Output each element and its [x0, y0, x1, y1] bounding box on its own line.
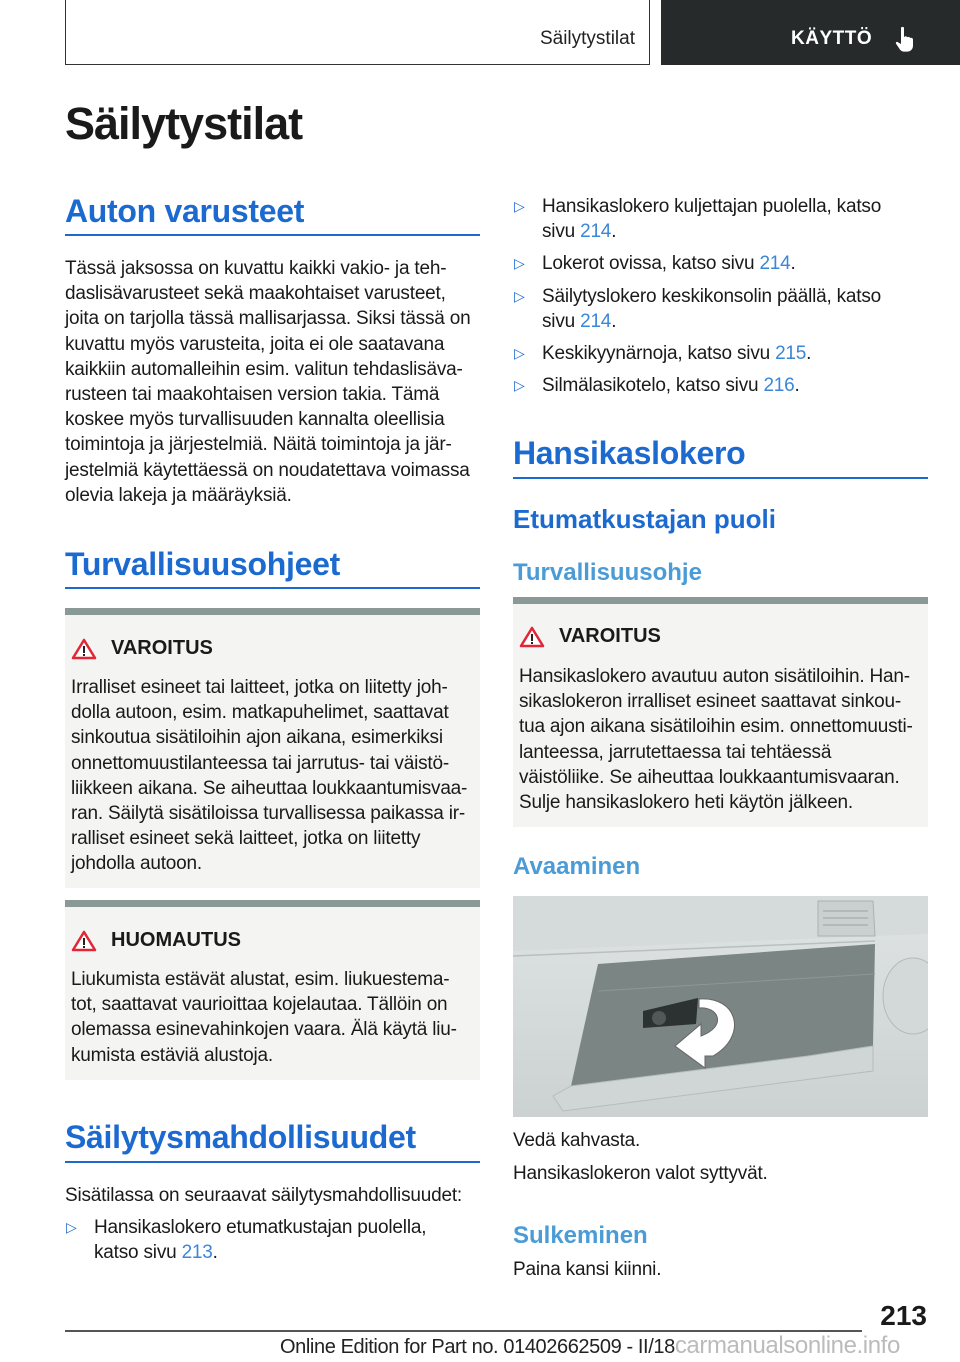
page-link[interactable]: 214: [580, 221, 612, 243]
pointing-hand-icon: [895, 26, 917, 54]
text-line: [542, 219, 928, 244]
text-line: kumista estäviä alustoja.: [71, 1044, 273, 1066]
page-link[interactable]: 214: [759, 253, 791, 275]
text-line: ralliset esineet sekä laitteet, jotka on liitetty: [71, 828, 421, 850]
bullet-triangle-icon: ▷: [514, 287, 525, 304]
text-line: lanteessa, jarrutettaessa tai tehtäessä: [519, 741, 832, 763]
text-line: [542, 373, 928, 398]
text-line: koskee myös turvallisuuden kannalta oleellisia: [65, 409, 445, 431]
reference-text: Keskikyynärnoja, katso sivu: [542, 343, 776, 365]
list-item: [513, 341, 928, 366]
heading-rule: [513, 477, 928, 479]
list-item: [513, 284, 928, 334]
text-line: Hansikaslokero kuljettajan puolella, katso: [542, 196, 882, 217]
warning-box: [65, 608, 480, 888]
heading-auton-varusteet: Auton varusteet: [65, 193, 305, 229]
text-line: tua ajon aikana sisätiloihin esim. onnettomuusti-: [519, 716, 913, 738]
watermark: carmanualsonline.info: [674, 1332, 900, 1359]
reference-text: sivu: [542, 221, 581, 243]
intro-paragraph: [65, 256, 470, 508]
heading-hansikaslokero: Hansikaslokero: [513, 435, 746, 471]
text-line: Tässä jaksossa on kuvattu kaikki vakio- ja teh-: [65, 258, 447, 279]
text-line: liikkeen aikana. Se aiheuttaa loukkaantumisvaa-: [71, 777, 468, 799]
text-line: [542, 309, 928, 334]
notice-label: HUOMAUTUS: [111, 929, 241, 951]
reference-text: Silmälasikotelo, katso sivu: [542, 375, 764, 397]
footer-edition: Online Edition for Part no. 01402662509 - II/18: [280, 1336, 675, 1358]
heading-rule: [65, 234, 480, 236]
glovebox-illustration: [513, 896, 928, 1117]
bullet-triangle-icon: ▷: [514, 377, 525, 394]
page-link[interactable]: 215: [775, 343, 807, 365]
heading-sailytysmahdollisuudet: Säilytysmahdollisuudet: [65, 1119, 416, 1155]
punctuation: .: [794, 375, 800, 397]
text-line: rusteen tai maakohtaisen version takia. Tämä: [65, 384, 440, 406]
warning-triangle-icon: [519, 626, 545, 648]
page-link[interactable]: 213: [181, 1242, 213, 1264]
opening-step-2: Hansikaslokeron valot syttyvät.: [513, 1163, 768, 1184]
text-line: [94, 1240, 480, 1265]
text-line: daslisävarusteet sekä maakohtaiset varusteet,: [65, 283, 446, 305]
text-line: kuvattu myös varusteita, joita ei ole saatavana: [65, 333, 445, 355]
storage-list-left: [65, 1215, 480, 1272]
heading-rule: [65, 587, 480, 589]
text-line: kaikkiin automalleihin esim. valitun tehdaslisäva-: [65, 358, 463, 380]
punctuation: .: [806, 343, 812, 365]
text-line: sikaslokeron irralliset esineet saattavat sinkou-: [519, 691, 901, 713]
text-line: Liukumista estävät alustat, esim. liukuestema-: [71, 969, 450, 990]
storage-intro: Sisätilassa on seuraavat säilytysmahdollisuudet:: [65, 1185, 462, 1206]
text-line: olemassa esinevahinkojen vaara. Älä käytä liu-: [71, 1019, 457, 1041]
text-line: Hansikaslokero etumatkustajan puolella,: [94, 1217, 427, 1238]
text-line: tot, saattavat vaurioittaa kojelautaa. Tällöin on: [71, 994, 448, 1016]
subheading-etumatkustajan-puoli: Etumatkustajan puoli: [513, 504, 776, 534]
text-line: toimintoja ja järjestelmiä. Näitä toimintoja ja jär-: [65, 434, 452, 456]
text-line: Hansikaslokero avautuu auton sisätiloihin. Han-: [519, 666, 910, 687]
header-section-title: Säilytystilat: [539, 28, 635, 49]
subheading-avaaminen: Avaaminen: [513, 853, 641, 880]
text-line: ran. Säilytä sisätiloissa turvallisessa paikassa ir-: [71, 803, 466, 825]
text-line: jestelmiä käytettäessä on noudatettava voimassa: [65, 459, 470, 481]
closing-step-1: Paina kansi kiinni.: [513, 1259, 662, 1280]
page-link[interactable]: 216: [763, 375, 795, 397]
page-number: 213: [880, 1300, 927, 1331]
text-line: olevia lakeja ja määräyksiä.: [65, 484, 292, 506]
text-line: dolla autoon, esim. matkapuhelimet, saattavat: [71, 702, 449, 724]
glovebox-warning-box: [513, 597, 928, 827]
list-item: [513, 251, 928, 276]
subheading-sulkeminen: Sulkeminen: [513, 1222, 648, 1249]
text-line: johdolla autoon.: [71, 853, 202, 875]
bullet-triangle-icon: ▷: [66, 1219, 77, 1235]
text-line: Säilytyslokero keskikonsolin päällä, katso: [542, 285, 882, 307]
bullet-triangle-icon: ▷: [514, 198, 525, 214]
reference-text: katso sivu: [94, 1242, 182, 1264]
header-chapter-label: KÄYTTÖ: [791, 28, 873, 49]
warning-triangle-icon: [71, 638, 97, 660]
bullet-triangle-icon: ▷: [514, 255, 525, 272]
text-line: joita on tarjolla tässä mallisarjassa. Siksi tässä on: [65, 308, 471, 330]
punctuation: .: [611, 310, 617, 332]
punctuation: .: [790, 253, 796, 275]
page-link[interactable]: 214: [580, 310, 612, 332]
notice-text: [71, 967, 457, 1068]
list-item: [513, 194, 928, 244]
header-chapter-tab[interactable]: [661, 0, 960, 65]
reference-text: Lokerot ovissa, katso sivu: [542, 253, 760, 275]
subheading-turvallisuusohje: Turvallisuusohje: [513, 559, 702, 586]
text-line: väistöliike. Se aiheuttaa loukkaantumisvaaran.: [519, 766, 900, 788]
warning-label: VAROITUS: [111, 637, 213, 659]
text-line: Irralliset esineet tai laitteet, jotka on liitetty joh-: [71, 677, 448, 698]
warning-label: VAROITUS: [559, 625, 661, 647]
notice-box: [65, 900, 480, 1080]
footer-text: [280, 1332, 900, 1360]
warning-text: [519, 664, 913, 815]
reference-text: sivu: [542, 310, 581, 332]
storage-list-right: [513, 194, 928, 405]
text-line: Sulje hansikaslokero heti käytön jälkeen.: [519, 792, 854, 814]
bullet-triangle-icon: ▷: [514, 345, 525, 362]
text-line: onnettomuustilanteessa tai jarrutus- tai väistö-: [71, 752, 449, 774]
text-line: sinkoutua sisätiloihin ajon aikana, esimerkiksi: [71, 727, 443, 749]
list-item: [65, 1215, 480, 1265]
opening-step-1: Vedä kahvasta.: [513, 1130, 641, 1151]
punctuation: .: [611, 221, 617, 243]
page-title: Säilytystilat: [65, 98, 303, 149]
warning-triangle-icon: [71, 930, 97, 952]
text-line: [542, 251, 928, 276]
heading-turvallisuusohjeet: Turvallisuusohjeet: [65, 546, 340, 582]
list-item: [513, 373, 928, 398]
punctuation: .: [212, 1242, 218, 1264]
warning-text: [71, 675, 467, 877]
heading-rule: [65, 1161, 480, 1163]
text-line: [542, 341, 928, 366]
